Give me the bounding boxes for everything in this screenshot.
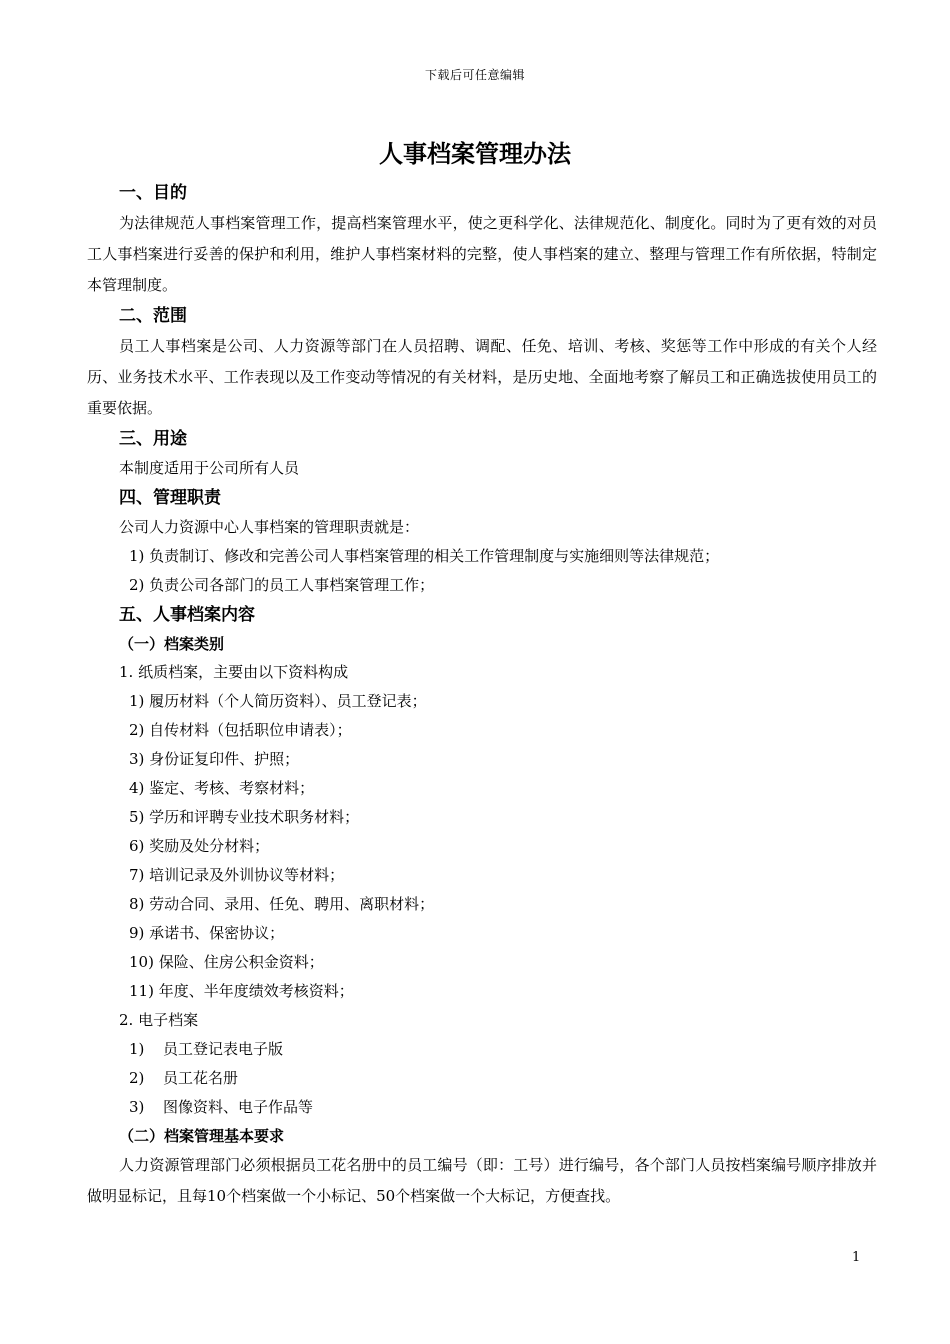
list-item: 4) 鉴定、考核、考察材料； bbox=[129, 779, 315, 797]
list-item: 3) 身份证复印件、护照； bbox=[129, 750, 300, 768]
list-item: 6) 奖励及处分材料； bbox=[129, 837, 270, 855]
list-item: 7) 培训记录及外训协议等材料； bbox=[129, 866, 345, 884]
subsection-heading-archive-types: （一）档案类别 bbox=[119, 635, 225, 653]
page-number: 1 bbox=[852, 1250, 861, 1265]
list-item: 2) 自传材料（包括职位申请表）； bbox=[129, 721, 352, 739]
section-paragraph-scope: 员工人事档案是公司、人力资源等部门在人员招聘、调配、任免、培训、考核、奖惩等工作中形成的有关个人经历、业务技术水平、工作表现以及工作变动等情况的有关材料，是历史地、全面地考察了解员工和正确选拔使用员工的重要依据。 bbox=[87, 337, 877, 417]
subsection-heading-basic-requirements: （二）档案管理基本要求 bbox=[119, 1127, 285, 1145]
list-item bbox=[87, 1064, 877, 1093]
list-item-text: 图像资料、电子作品等 bbox=[163, 1098, 314, 1116]
section-heading-archive-content: 五、人事档案内容 bbox=[119, 605, 255, 625]
document-body bbox=[87, 178, 877, 1212]
section-paragraph-requirements: 人力资源管理部门必须根据员工花名册中的员工编号（即：工号）进行编号，各个部门人员按档案编号顺序排放并做明显标记，且每10个档案做一个小标记、50个档案做一个大标记，方便查找。 bbox=[87, 1156, 877, 1205]
list-item-text: 员工登记表电子版 bbox=[163, 1040, 284, 1058]
section-heading-purpose: 一、目的 bbox=[119, 183, 187, 203]
list-item-number: 2) bbox=[129, 1069, 145, 1087]
section-paragraph-purpose: 为法律规范人事档案管理工作，提高档案管理水平，使之更科学化、法律规范化、制度化。同时为了更有效的对员工人事档案进行妥善的保护和利用，维护人事档案材料的完整，使人事档案的建立、整理与管理工作有所依据，特制定本管理制度。 bbox=[87, 214, 877, 294]
list-item bbox=[87, 1035, 877, 1064]
list-item: 10) 保险、住房公积金资料； bbox=[129, 953, 324, 971]
paper-archive-title: 1. 纸质档案，主要由以下资料构成 bbox=[119, 663, 349, 681]
document-title: 人事档案管理办法 bbox=[379, 140, 571, 168]
section-line-usage: 本制度适用于公司所有人员 bbox=[119, 459, 300, 477]
list-item: 11) 年度、半年度绩效考核资料； bbox=[129, 982, 354, 1000]
section-heading-usage: 三、用途 bbox=[119, 429, 187, 449]
header-note: 下载后可任意编辑 bbox=[424, 68, 525, 82]
section-heading-scope: 二、范围 bbox=[119, 306, 187, 326]
list-item: 1) 负责制订、修改和完善公司人事档案管理的相关工作管理制度与实施细则等法律规范； bbox=[129, 547, 720, 565]
list-item: 8) 劳动合同、录用、任免、聘用、离职材料； bbox=[129, 895, 435, 913]
list-item: 1) 履历材料（个人简历资料）、员工登记表； bbox=[129, 692, 427, 710]
list-item-text: 员工花名册 bbox=[163, 1069, 239, 1087]
section-line-responsibilities: 公司人力资源中心人事档案的管理职责就是： bbox=[119, 518, 420, 536]
list-item: 5) 学历和评聘专业技术职务材料； bbox=[129, 808, 360, 826]
list-item-number: 1) bbox=[129, 1040, 145, 1058]
list-item: 2) 负责公司各部门的员工人事档案管理工作； bbox=[129, 576, 435, 594]
list-item bbox=[87, 1093, 877, 1122]
list-item-number: 3) bbox=[129, 1098, 145, 1116]
list-item: 9) 承诺书、保密协议； bbox=[129, 924, 285, 942]
section-heading-responsibilities: 四、管理职责 bbox=[119, 488, 221, 508]
electronic-archive-title: 2. 电子档案 bbox=[119, 1011, 199, 1029]
